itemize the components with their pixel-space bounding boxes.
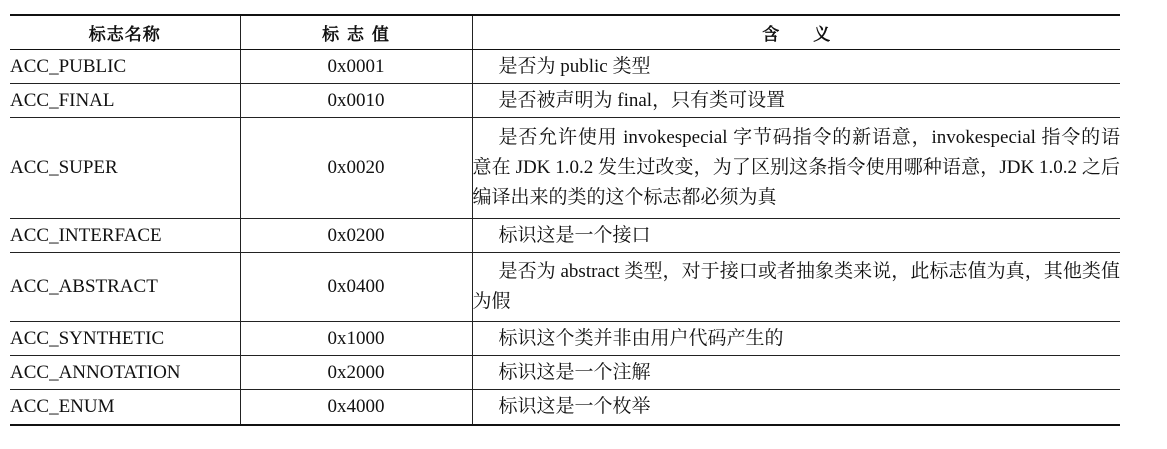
- header-meaning: 含 义: [472, 15, 1120, 50]
- flag-meaning-cell: 是否为 abstract 类型，对于接口或者抽象类来说，此标志值为真，其他类值为假: [472, 253, 1120, 322]
- flag-name-cell: ACC_ABSTRACT: [10, 253, 240, 322]
- flag-name-cell: ACC_SYNTHETIC: [10, 322, 240, 356]
- flag-value-cell: 0x4000: [240, 390, 472, 426]
- flag-name-cell: ACC_SUPER: [10, 118, 240, 219]
- table-row: [10, 356, 1120, 390]
- flag-meaning-cell: 标识这个类并非由用户代码产生的: [472, 322, 1120, 356]
- flag-value-cell: 0x1000: [240, 322, 472, 356]
- flag-value-cell: 0x0010: [240, 84, 472, 118]
- flag-meaning-cell: 是否允许使用 invokespecial 字节码指令的新语意，invokespecial 指令的语意在 JDK 1.0.2 发生过改变，为了区别这条指令使用哪种语意，JDK 1.0.2 之后编译出来的类的这个标志都必须为真: [472, 118, 1120, 219]
- flag-value-cell: 0x0020: [240, 118, 472, 219]
- table-row: [10, 322, 1120, 356]
- flag-value-cell: 0x2000: [240, 356, 472, 390]
- table-row: [10, 50, 1120, 84]
- flag-value-cell: 0x0200: [240, 219, 472, 253]
- flag-meaning-cell: 是否被声明为 final，只有类可设置: [472, 84, 1120, 118]
- flag-name-cell: ACC_ANNOTATION: [10, 356, 240, 390]
- flag-name-cell: ACC_ENUM: [10, 390, 240, 426]
- flag-name-cell: ACC_PUBLIC: [10, 50, 240, 84]
- flag-meaning-cell: 标识这是一个枚举: [472, 390, 1120, 426]
- flag-meaning-cell: 标识这是一个注解: [472, 356, 1120, 390]
- table-row: [10, 219, 1120, 253]
- flag-name-cell: ACC_INTERFACE: [10, 219, 240, 253]
- header-flag-value: 标 志 值: [240, 15, 472, 50]
- header-row: [10, 15, 1120, 50]
- flag-meaning-cell: 标识这是一个接口: [472, 219, 1120, 253]
- flag-value-cell: 0x0001: [240, 50, 472, 84]
- flag-value-cell: 0x0400: [240, 253, 472, 322]
- header-flag-name: 标志名称: [10, 15, 240, 50]
- table-row: [10, 84, 1120, 118]
- table-row: [10, 390, 1120, 426]
- flag-meaning-cell: 是否为 public 类型: [472, 50, 1120, 84]
- table-row: [10, 118, 1120, 219]
- access-flags-table: [10, 14, 1120, 426]
- table-row: [10, 253, 1120, 322]
- flag-name-cell: ACC_FINAL: [10, 84, 240, 118]
